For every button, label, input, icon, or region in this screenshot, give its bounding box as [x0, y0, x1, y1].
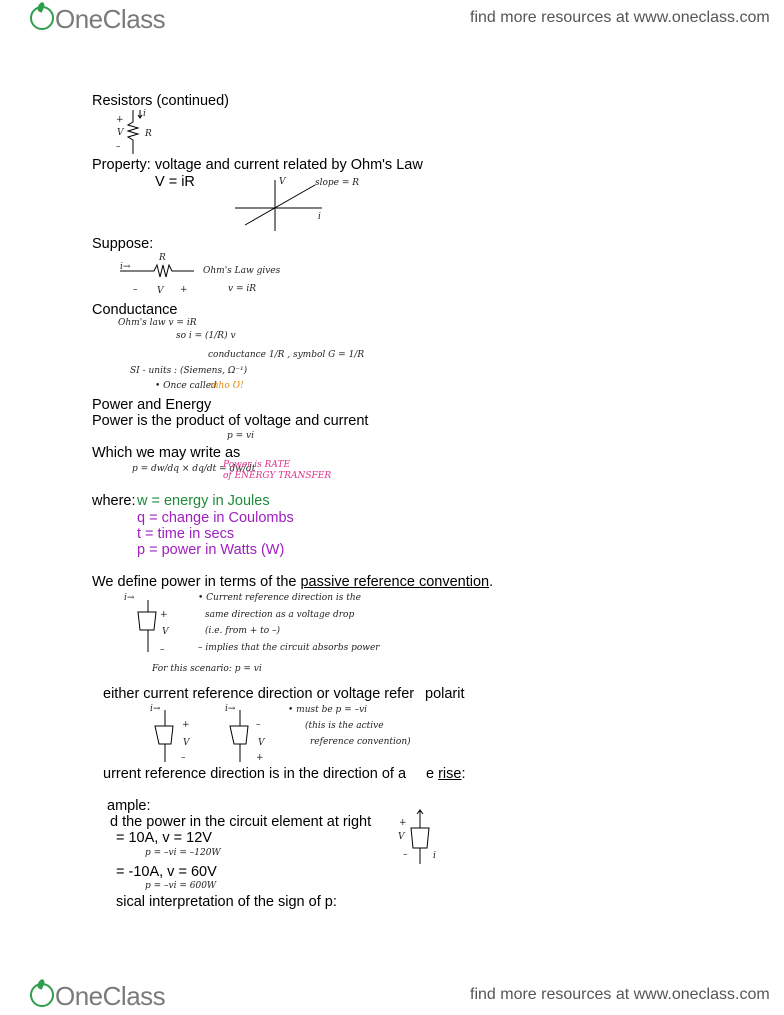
either-line-a: either current reference direction or voltage refer [103, 686, 415, 702]
prc-scenario: For this scenario: p = vi [152, 664, 262, 674]
header-link[interactable]: find more resources at www.oneclass.com [470, 9, 770, 26]
urrent-line-end [426, 766, 466, 783]
conductance-title: Conductance [92, 302, 178, 318]
suppose-v: V [157, 286, 164, 296]
example-v: V [398, 832, 405, 842]
must-be-note: • must be p = –vi [288, 705, 368, 715]
oneclass-logo-icon [30, 6, 54, 30]
urrent-line-b: e [426, 766, 439, 782]
case-1: = 10A, v = 12V [116, 830, 212, 846]
calc-1: p = –vi = –120W [145, 848, 221, 858]
footer-logo[interactable]: OneClass [30, 981, 165, 1012]
ohms-law: V = iR [155, 174, 195, 190]
find-power-line: d the power in the circuit element at right [110, 814, 372, 830]
define-power-post: . [489, 574, 494, 590]
p-vi-small: p = vi [227, 431, 254, 441]
suppose-i-arrow: i→ [120, 262, 131, 272]
p-formula: p = dw/dq × dq/dt = dw/dt [132, 464, 256, 474]
power-product: Power is the product of voltage and current [92, 413, 369, 429]
where-label: where: [92, 493, 136, 509]
rate-note-1: Power is RATE [223, 460, 291, 470]
resistors-title: Resistors (continued) [92, 93, 229, 109]
active-right-plus: + [256, 753, 264, 763]
physical-interpretation: sical interpretation of the sign of p: [116, 894, 337, 910]
resistor-r: R [145, 129, 152, 139]
w-definition: w = energy in Joules [137, 493, 270, 509]
example-plus: + [399, 818, 407, 828]
prc-i-arrow: i→ [124, 593, 135, 603]
suppose-v-ir: v = iR [228, 284, 257, 294]
prc-note-2: same direction as a voltage drop [205, 610, 355, 620]
prc-minus: – [160, 645, 165, 655]
example-title: ample: [107, 798, 151, 814]
resistor-plus: + [116, 115, 124, 125]
prc-v: V [162, 627, 169, 637]
active-note-1: (this is the active [305, 721, 384, 731]
urrent-line-d: : [461, 766, 466, 782]
conductance-ohms: Ohm's law v = iR [118, 318, 197, 328]
example-i: i [433, 851, 436, 861]
which-write: Which we may write as [92, 445, 241, 461]
header-logo[interactable]: OneClass [30, 4, 165, 35]
conductance-note: conductance 1/R , symbol G = 1/R [208, 350, 365, 360]
prc-element-sketch [118, 594, 178, 664]
either-line-b: polarit [425, 686, 465, 702]
example-minus: – [403, 850, 408, 860]
define-power-pre: We define power in terms of the [92, 574, 301, 590]
active-left-v: V [183, 738, 190, 748]
urrent-line-a: urrent reference direction is in the direction of a [103, 766, 407, 782]
graph-v-label: V [279, 177, 286, 187]
suppose-plus: + [180, 285, 188, 295]
mho-note: mho Ʊ! [210, 381, 244, 391]
q-definition: q = change in Coulombs [137, 510, 294, 526]
active-right-v: V [258, 738, 265, 748]
active-elements-sketch [145, 704, 295, 766]
property-line: Property: voltage and current related by Ohm's Law [92, 157, 423, 173]
si-units: SI - units : (Siemens, Ω⁻¹) [130, 366, 248, 376]
prc-term: passive reference convention [300, 574, 490, 590]
oneclass-logo-icon [30, 983, 54, 1007]
p-definition: p = power in Watts (W) [137, 542, 285, 558]
rise-term: rise [438, 766, 462, 782]
suppose-ohms-gives: Ohm's Law gives [203, 266, 281, 276]
once-called: • Once called [155, 381, 217, 391]
graph-slope-label: slope = R [315, 178, 360, 188]
active-note-2: reference convention) [310, 737, 411, 747]
suppose-line: Suppose: [92, 236, 154, 252]
suppose-minus: – [133, 285, 138, 295]
active-left-minus: – [181, 753, 186, 763]
footer-link[interactable]: find more resources at www.oneclass.com [470, 986, 770, 1003]
active-right-i: i→ [225, 704, 236, 714]
t-definition: t = time in secs [137, 526, 235, 542]
calc-2: p = –vi = 600W [145, 881, 217, 891]
prc-note-1: • Current reference direction is the [198, 593, 361, 603]
resistor-i: i [143, 109, 146, 119]
prc-note-4: – implies that the circuit absorbs power [198, 643, 380, 653]
active-left-i: i→ [150, 704, 161, 714]
resistor-minus: – [116, 142, 121, 152]
graph-i-label: i [318, 212, 321, 222]
active-right-minus: – [256, 720, 261, 730]
prc-plus: + [160, 610, 168, 620]
prc-note-3: (i.e. from + to –) [205, 626, 281, 636]
rate-note-2: of ENERGY TRANSFER [223, 471, 332, 481]
suppose-r: R [159, 253, 166, 263]
resistor-v: V [117, 128, 124, 138]
define-power-line [92, 574, 493, 591]
case-2: = -10A, v = 60V [116, 864, 217, 880]
active-left-plus: + [182, 720, 190, 730]
power-energy-title: Power and Energy [92, 397, 212, 413]
conductance-so-i: so i = (1/R) v [176, 331, 236, 341]
